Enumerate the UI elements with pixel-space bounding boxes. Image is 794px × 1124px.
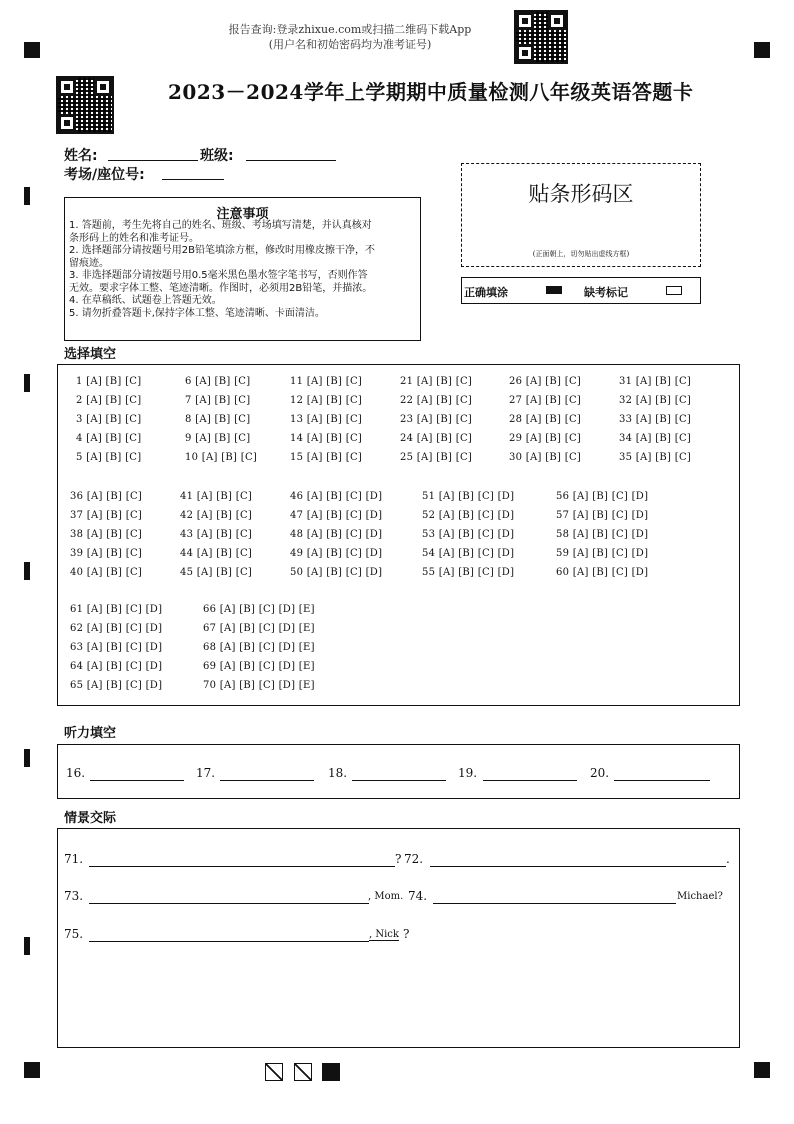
dialogue-item-75: 75. [64, 927, 84, 941]
choice-question-12[interactable]: 12 [A] [B] [C] [290, 395, 363, 406]
dialogue-item-72: 72. [404, 852, 424, 866]
choice-question-8[interactable]: 8 [A] [B] [C] [185, 414, 251, 425]
choice-question-59[interactable]: 59 [A] [B] [C] [D] [556, 548, 649, 559]
room-seat-field[interactable] [162, 179, 224, 180]
choice-question-14[interactable]: 14 [A] [B] [C] [290, 433, 363, 444]
choice-question-11[interactable]: 11 [A] [B] [C] [290, 376, 363, 387]
notes-line: 无效。要求字体工整、笔迹清晰。作图时，必须用2B铅笔，并描浓。 [69, 282, 373, 294]
timing-mark [24, 374, 30, 392]
choice-question-64[interactable]: 64 [A] [B] [C] [D] [70, 661, 163, 672]
choice-question-41[interactable]: 41 [A] [B] [C] [180, 491, 253, 502]
correct-fill-sample [546, 286, 562, 294]
listening-item-20: 20. [590, 766, 610, 780]
notes-line: 2. 选择题部分请按题号用2B铅笔填涂方框，修改时用橡皮擦干净，不 [69, 245, 375, 256]
choice-question-37[interactable]: 37 [A] [B] [C] [70, 510, 143, 521]
timing-mark [24, 749, 30, 767]
choice-question-57[interactable]: 57 [A] [B] [C] [D] [556, 510, 649, 521]
choice-question-44[interactable]: 44 [A] [B] [C] [180, 548, 253, 559]
dialogue-answer-73[interactable] [89, 903, 369, 904]
choice-question-22[interactable]: 22 [A] [B] [C] [400, 395, 473, 406]
notes-line: 留痕迹。 [69, 257, 109, 269]
choice-question-10[interactable]: 10 [A] [B] [C] [185, 452, 258, 463]
choice-question-28[interactable]: 28 [A] [B] [C] [509, 414, 582, 425]
choice-question-36[interactable]: 36 [A] [B] [C] [70, 491, 143, 502]
choice-question-15[interactable]: 15 [A] [B] [C] [290, 452, 363, 463]
barcode-area-note: (正面朝上，切勿贴出虚线方框) [532, 250, 630, 258]
choice-question-1[interactable]: 1 [A] [B] [C] [76, 376, 142, 387]
correct-fill-label: 正确填涂 [464, 286, 508, 299]
corner-marker-top-right [754, 42, 770, 58]
choice-question-25[interactable]: 25 [A] [B] [C] [400, 452, 473, 463]
fill-legend [461, 277, 701, 304]
notes-line: 4. 在草稿纸、试题卷上答题无效。 [69, 295, 222, 306]
notes-line: 5. 请勿折叠答题卡,保持字体工整、笔迹清晰、卡面清洁。 [69, 307, 325, 319]
choice-section-title: 选择填空 [64, 347, 117, 362]
notes-line: 3. 非选择题部分请按题号用0.5毫米黑色墨水签字笔书写，否则作答 [69, 270, 368, 281]
listening-item-18: 18. [328, 766, 348, 780]
choice-question-63[interactable]: 63 [A] [B] [C] [D] [70, 642, 163, 653]
name-field[interactable] [108, 160, 198, 161]
choice-question-66[interactable]: 66 [A] [B] [C] [D] [E] [203, 604, 315, 615]
choice-question-33[interactable]: 33 [A] [B] [C] [619, 414, 692, 425]
notes-line: 1. 答题前，考生先将自己的姓名、班级、考场填写清楚，并认真核对 [69, 220, 372, 231]
name-label: 姓名: [64, 148, 98, 164]
listening-section-box [57, 744, 740, 799]
choice-question-45[interactable]: 45 [A] [B] [C] [180, 567, 253, 578]
dialogue-answer-74[interactable] [433, 903, 676, 904]
choice-question-50[interactable]: 50 [A] [B] [C] [D] [290, 567, 383, 578]
choice-question-48[interactable]: 48 [A] [B] [C] [D] [290, 529, 383, 540]
choice-question-34[interactable]: 34 [A] [B] [C] [619, 433, 692, 444]
choice-question-56[interactable]: 56 [A] [B] [C] [D] [556, 491, 649, 502]
dialogue-item-75-end: ? [403, 927, 410, 941]
choice-question-67[interactable]: 67 [A] [B] [C] [D] [E] [203, 623, 315, 634]
dialogue-item-73-end: , Mom. [368, 891, 404, 902]
choice-question-51[interactable]: 51 [A] [B] [C] [D] [422, 491, 515, 502]
room-seat-label: 考场/座位号: [64, 167, 145, 183]
listening-answer-17[interactable] [220, 780, 314, 781]
listening-answer-18[interactable] [352, 780, 446, 781]
notes-line: 条形码上的姓名和准考证号。 [69, 232, 199, 244]
corner-marker-bottom-left [24, 1062, 40, 1078]
choice-question-39[interactable]: 39 [A] [B] [C] [70, 548, 143, 559]
choice-question-68[interactable]: 68 [A] [B] [C] [D] [E] [203, 642, 315, 653]
dialogue-answer-72[interactable] [430, 866, 726, 867]
choice-question-32[interactable]: 32 [A] [B] [C] [619, 395, 692, 406]
choice-question-27[interactable]: 27 [A] [B] [C] [509, 395, 582, 406]
choice-question-46[interactable]: 46 [A] [B] [C] [D] [290, 491, 383, 502]
choice-question-21[interactable]: 21 [A] [B] [C] [400, 376, 473, 387]
choice-question-13[interactable]: 13 [A] [B] [C] [290, 414, 363, 425]
listening-item-17: 17. [196, 766, 216, 780]
app-qr-code [514, 10, 568, 64]
choice-question-9[interactable]: 9 [A] [B] [C] [185, 433, 251, 444]
choice-question-49[interactable]: 49 [A] [B] [C] [D] [290, 548, 383, 559]
choice-question-3[interactable]: 3 [A] [B] [C] [76, 414, 142, 425]
choice-question-61[interactable]: 61 [A] [B] [C] [D] [70, 604, 163, 615]
class-field[interactable] [246, 160, 336, 161]
choice-question-65[interactable]: 65 [A] [B] [C] [D] [70, 680, 163, 691]
choice-question-29[interactable]: 29 [A] [B] [C] [509, 433, 582, 444]
timing-mark [24, 187, 30, 205]
listening-item-19: 19. [458, 766, 478, 780]
choice-question-6[interactable]: 6 [A] [B] [C] [185, 376, 251, 387]
card-qr-code [56, 76, 114, 134]
listening-answer-16[interactable] [90, 780, 184, 781]
page-title: 2023－2024学年上学期期中质量检测八年级英语答题卡 [168, 80, 694, 104]
dialogue-item-75-name: , Nick [369, 929, 399, 940]
report-notice [215, 22, 485, 52]
dialogue-item-74: 74. [408, 889, 428, 903]
choice-question-26[interactable]: 26 [A] [B] [C] [509, 376, 582, 387]
choice-question-69[interactable]: 69 [A] [B] [C] [D] [E] [203, 661, 315, 672]
choice-question-60[interactable]: 60 [A] [B] [C] [D] [556, 567, 649, 578]
listening-answer-20[interactable] [614, 780, 710, 781]
corner-marker-top-left [24, 42, 40, 58]
notes-title: 注意事项 [216, 207, 269, 222]
choice-question-40[interactable]: 40 [A] [B] [C] [70, 567, 143, 578]
choice-question-53[interactable]: 53 [A] [B] [C] [D] [422, 529, 515, 540]
choice-question-30[interactable]: 30 [A] [B] [C] [509, 452, 582, 463]
choice-question-62[interactable]: 62 [A] [B] [C] [D] [70, 623, 163, 634]
page-marker-filled [322, 1063, 340, 1081]
timing-mark [24, 562, 30, 580]
choice-question-55[interactable]: 55 [A] [B] [C] [D] [422, 567, 515, 578]
listening-section-title: 听力填空 [64, 726, 117, 741]
report-notice-line2: (用户名和初始密码均为准考证号) [268, 38, 432, 51]
barcode-area-title: 贴条形码区 [528, 182, 634, 206]
dialogue-item-72-end: . [726, 852, 730, 866]
listening-item-16: 16. [66, 766, 86, 780]
report-notice-line1: 报告查询:登录zhixue.com或扫描二维码下载App [228, 23, 472, 36]
page-marker-slash [265, 1063, 283, 1081]
choice-question-58[interactable]: 58 [A] [B] [C] [D] [556, 529, 649, 540]
choice-question-38[interactable]: 38 [A] [B] [C] [70, 529, 143, 540]
choice-question-24[interactable]: 24 [A] [B] [C] [400, 433, 473, 444]
dialogue-item-71-end: ? [395, 852, 402, 866]
dialogue-section-title: 情景交际 [64, 811, 117, 826]
dialogue-item-73: 73. [64, 889, 84, 903]
absent-mark-checkbox[interactable] [666, 286, 682, 295]
choice-question-54[interactable]: 54 [A] [B] [C] [D] [422, 548, 515, 559]
class-label: 班级: [200, 148, 234, 164]
choice-question-35[interactable]: 35 [A] [B] [C] [619, 452, 692, 463]
dialogue-answer-75[interactable] [89, 941, 369, 942]
choice-question-23[interactable]: 23 [A] [B] [C] [400, 414, 473, 425]
choice-question-5[interactable]: 5 [A] [B] [C] [76, 452, 142, 463]
page-marker-slash [294, 1063, 312, 1081]
corner-marker-bottom-right [754, 1062, 770, 1078]
absent-mark-label: 缺考标记 [584, 286, 628, 299]
barcode-area [461, 163, 701, 267]
choice-question-52[interactable]: 52 [A] [B] [C] [D] [422, 510, 515, 521]
choice-question-47[interactable]: 47 [A] [B] [C] [D] [290, 510, 383, 521]
timing-mark [24, 937, 30, 955]
listening-answer-19[interactable] [483, 780, 577, 781]
choice-question-2[interactable]: 2 [A] [B] [C] [76, 395, 142, 406]
dialogue-item-71: 71. [64, 852, 84, 866]
dialogue-item-74-end: Michael? [677, 891, 723, 902]
notes-box [64, 197, 421, 341]
choice-question-42[interactable]: 42 [A] [B] [C] [180, 510, 253, 521]
notes-body [69, 220, 418, 320]
choice-question-70[interactable]: 70 [A] [B] [C] [D] [E] [203, 680, 315, 691]
choice-question-7[interactable]: 7 [A] [B] [C] [185, 395, 251, 406]
dialogue-answer-71[interactable] [89, 866, 395, 867]
choice-question-43[interactable]: 43 [A] [B] [C] [180, 529, 253, 540]
choice-question-31[interactable]: 31 [A] [B] [C] [619, 376, 692, 387]
choice-question-4[interactable]: 4 [A] [B] [C] [76, 433, 142, 444]
